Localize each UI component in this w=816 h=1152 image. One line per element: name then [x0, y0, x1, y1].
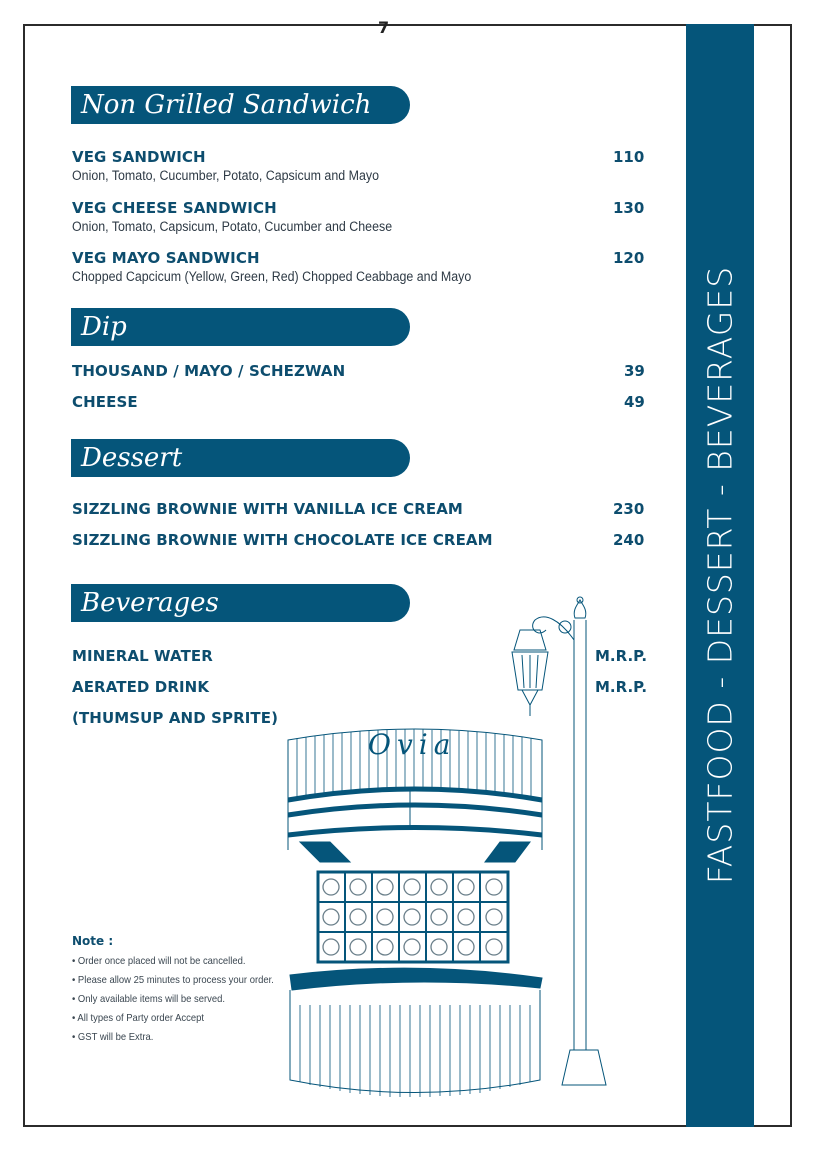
section-title: Dessert — [81, 443, 183, 473]
menu-item-desc: Onion, Tomato, Cucumber, Potato, Capsicum and Mayo — [72, 168, 379, 183]
menu-item-price: 110 — [613, 148, 645, 166]
menu-item-name: CHEESE — [72, 393, 138, 411]
menu-item-name: VEG MAYO SANDWICH — [72, 249, 260, 267]
side-banner-text: FASTFOOD - DESSERT - BEVERAGES — [700, 265, 740, 885]
menu-item-name: THOUSAND / MAYO / SCHEZWAN — [72, 362, 346, 380]
section-title: Dip — [81, 312, 127, 342]
menu-item-desc: Chopped Capcicum (Yellow, Green, Red) Chopped Ceabbage and Mayo — [72, 269, 472, 284]
section-header-dessert — [71, 439, 410, 477]
page-number: 7 — [378, 18, 390, 37]
section-header-non-grilled-sandwich — [71, 86, 410, 124]
menu-item-name: AERATED DRINK — [72, 678, 210, 696]
section-title: Non Grilled Sandwich — [81, 90, 372, 120]
section-header-dip — [71, 308, 410, 346]
menu-item-desc: Onion, Tomato, Capsicum, Potato, Cucumber and Cheese — [72, 219, 393, 234]
menu-item-price: 230 — [613, 500, 645, 518]
menu-item-name: SIZZLING BROWNIE WITH CHOCOLATE ICE CREAM — [72, 531, 493, 549]
section-title: Beverages — [81, 588, 219, 618]
menu-item-price: 130 — [613, 199, 645, 217]
note-item: • Only available items will be served. — [72, 993, 225, 1005]
kiosk-illustration — [280, 590, 620, 1110]
menu-item-price: 240 — [613, 531, 645, 549]
menu-item-price: M.R.P. — [595, 647, 648, 665]
menu-item-price: 49 — [624, 393, 645, 411]
note-item: • All types of Party order Accept — [72, 1012, 205, 1024]
lamp-post-icon — [512, 597, 606, 1085]
menu-item-name: VEG SANDWICH — [72, 148, 206, 166]
kiosk-sign-text: Ovia — [368, 728, 457, 761]
menu-item-price: 39 — [624, 362, 645, 380]
note-item: • GST will be Extra. — [72, 1031, 154, 1043]
note-title: Note : — [72, 934, 114, 948]
menu-item-name: SIZZLING BROWNIE WITH VANILLA ICE CREAM — [72, 500, 463, 518]
menu-item-name: MINERAL WATER — [72, 647, 213, 665]
menu-item-name: VEG CHEESE SANDWICH — [72, 199, 277, 217]
note-item: • Order once placed will not be cancelled. — [72, 955, 246, 967]
menu-item-name: (THUMSUP AND SPRITE) — [72, 709, 279, 727]
menu-item-price: 120 — [613, 249, 645, 267]
note-item: • Please allow 25 minutes to process your order. — [72, 974, 274, 986]
menu-item-price: M.R.P. — [595, 678, 648, 696]
